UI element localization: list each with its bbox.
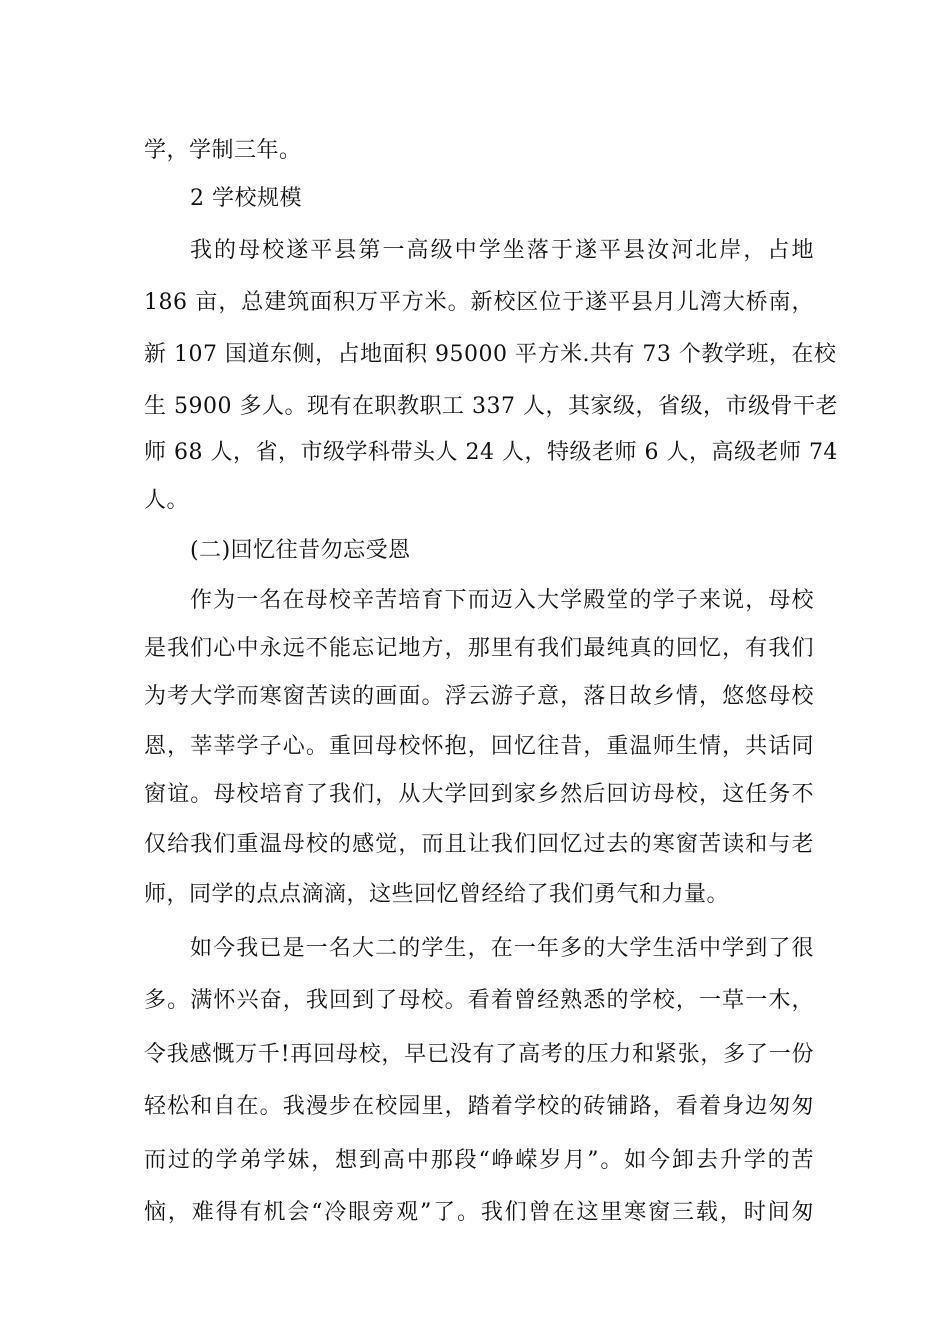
- paragraph-line: 我的母校遂平县第一高级中学坐落于遂平县汝河北岸，占地: [190, 238, 814, 263]
- paragraph-line: 师 68 人，省，市级学科带头人 24 人，特级老师 6 人，高级老师 74: [144, 440, 838, 465]
- paragraph-line: 人。: [144, 488, 190, 513]
- paragraph-line: 恼，难得有机会“冷眼旁观”了。我们曾在这里寒窗三载，时间匆: [144, 1200, 814, 1225]
- paragraph-line: 如今我已是一名大二的学生，在一年多的大学生活中学到了很: [190, 936, 814, 961]
- paragraph-line: 学，学制三年。: [144, 138, 302, 163]
- paragraph-line: 窗谊。母校培育了我们，从大学回到家乡然后回访母校，这任务不: [144, 782, 814, 807]
- paragraph-line: 令我感慨万千!再回母校，早已没有了高考的压力和紧张，多了一份: [144, 1042, 814, 1067]
- paragraph-line: 多。满怀兴奋，我回到了母校。看着曾经熟悉的学校，一草一木，: [144, 988, 814, 1013]
- paragraph-line: 恩，莘莘学子心。重回母校怀抱，回忆往昔，重温师生情，共话同: [144, 734, 814, 759]
- section-heading: 2 学校规模: [190, 186, 302, 211]
- paragraph-line: 而过的学弟学妹，想到高中那段“峥嵘岁月”。如今卸去升学的苦: [144, 1148, 814, 1173]
- paragraph-line: 为考大学而寒窗苦读的画面。浮云游子意，落日故乡情，悠悠母校: [144, 684, 814, 709]
- paragraph-line: 新 107 国道东侧，占地面积 95000 平方米.共有 73 个教学班，在校: [144, 342, 837, 367]
- paragraph-line: 师，同学的点点滴滴，这些回忆曾经给了我们勇气和力量。: [144, 882, 730, 907]
- paragraph-line: 作为一名在母校辛苦培育下而迈入大学殿堂的学子来说，母校: [190, 588, 814, 613]
- paragraph-line: 186 亩，总建筑面积万平方米。新校区位于遂平县月儿湾大桥南，: [144, 290, 814, 315]
- paragraph-line: 生 5900 多人。现有在职教职工 337 人，其家级，省级，市级骨干老: [144, 394, 838, 419]
- section-heading: (二)回忆往昔勿忘受恩: [190, 538, 411, 563]
- paragraph-line: 轻松和自在。我漫步在校园里，踏着学校的砖铺路，看着身边匆匆: [144, 1094, 814, 1119]
- paragraph-line: 是我们心中永远不能忘记地方，那里有我们最纯真的回忆，有我们: [144, 636, 814, 661]
- paragraph-line: 仅给我们重温母校的感觉，而且让我们回忆过去的寒窗苦读和与老: [144, 832, 814, 857]
